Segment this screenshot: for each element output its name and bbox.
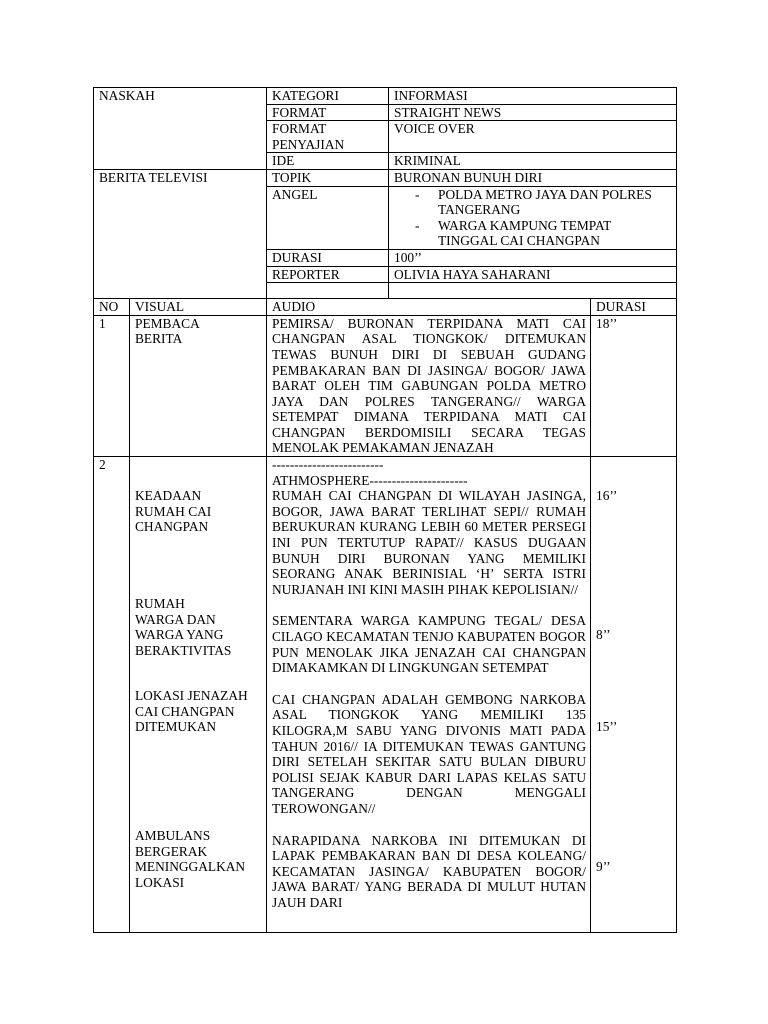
row-durasi: 18’’: [591, 315, 677, 456]
column-header-audio: AUDIO: [267, 299, 591, 316]
durasi-segment: 9’’: [596, 859, 611, 875]
ide-label: IDE: [267, 153, 389, 170]
angel-list: [394, 187, 672, 249]
row-no: 1: [94, 315, 130, 456]
format-value: STRAIGHT NEWS: [389, 104, 677, 121]
script-table: [93, 87, 677, 933]
kategori-label: KATEGORI: [267, 88, 389, 105]
empty-cell: [389, 283, 677, 299]
separator-line: -------------------------: [272, 457, 384, 473]
audio-segment: RUMAH CAI CHANGPAN DI WILAYAH JASINGA, BOGOR, JAWA BARAT TERLIHAT SEPI// RUMAH BERUKURAN KURANG LEBIH 60 METER PERSEGI INI PUN TERTUTUP RAPAT// KASUS DUGAAN BUNUH DIRI BURONAN YANG MEMILIKI SEORANG ANAK BERINISIAL ‘H’ SERTA ISTRI NURJANAH INI KINI MASIH PIHAK KEPOLISIAN//: [272, 488, 586, 597]
topik-value: BURONAN BUNUH DIRI: [389, 169, 677, 186]
visual-segment: KEADAAN RUMAH CAI CHANGPAN: [135, 488, 212, 535]
angel-item: - POLDA METRO JAYA DAN POLRES TANGERANG: [415, 186, 652, 218]
format-label: FORMAT: [267, 104, 389, 121]
durasi-value: 100’’: [389, 249, 677, 266]
row-audio: PEMIRSA/ BURONAN TERPIDANA MATI CAI CHANGPAN ASAL TIONGKOK/ DITEMUKAN TEWAS BUNUH DIRI DI SEBUAH GUDANG PEMBAKARAN BAN DI JASINGA/ BOGOR/ JAWA BARAT OLEH TIM GABUNGAN POLDA METRO JAYA DAN POLRES TANGERANG// WARGA SETEMPAT DIMANA TERPIDANA MATI CAI CHANGPAN BERDOMISILI SECARA TEGAS MENOLAK PEMAKAMAN JENAZAH: [267, 315, 591, 456]
row-no: 2: [94, 457, 130, 933]
naskah-cell: [94, 88, 267, 170]
audio-segment: NARAPIDANA NARKOBA INI DITEMUKAN DI LAPAK PEMBAKARAN BAN DI DESA KOLEANG/ KECAMATAN JASINGA/ KABUPATEN BOGOR/ JAWA BARAT/ YANG BERADA DI MULUT HUTAN JAUH DARI: [272, 832, 586, 910]
audio-segment: CAI CHANGPAN ADALAH GEMBONG NARKOBA ASAL TIONGKOK YANG MEMILIKI 135 KILOGRA,M SABU YANG DIVONIS MATI PADA TAHUN 2016// IA DITEMUKAN TEWAS GANTUNG DIRI SETELAH SEKITAR SATU BULAN DIBURU POLISI SEJAK KABUR DARI LAPAS KELAS SATU TANGERANG DENGAN MENGGALI TEROWONGAN//: [272, 691, 586, 816]
column-header-visual: VISUAL: [130, 299, 267, 316]
column-header-no: NO: [94, 299, 130, 316]
reporter-value: OLIVIA HAYA SAHARANI: [389, 266, 677, 283]
row-durasi: [591, 457, 677, 933]
angel-label: ANGEL: [267, 186, 389, 249]
column-header-durasi: DURASI: [591, 299, 677, 316]
naskah-label: NASKAH: [99, 88, 155, 103]
script-document: [93, 87, 676, 933]
program-cell: [94, 169, 267, 298]
row-audio: [267, 457, 591, 933]
format-penyajian-value: VOICE OVER: [389, 121, 677, 153]
row-visual: PEMBACA BERITA: [130, 315, 267, 456]
visual-segment: RUMAH WARGA DAN WARGA YANG BERAKTIVITAS: [135, 596, 232, 658]
ide-value: KRIMINAL: [389, 153, 677, 170]
program-name: BERITA TELEVISI: [99, 169, 208, 185]
durasi-label: DURASI: [267, 249, 389, 266]
row-visual: [130, 457, 267, 933]
topik-label: TOPIK: [267, 169, 389, 186]
angel-item: - WARGA KAMPUNG TEMPAT TINGGAL CAI CHANGPAN: [415, 217, 612, 249]
visual-segment: LOKASI JENAZAH CAI CHANGPAN DITEMUKAN: [135, 688, 248, 735]
column-header-row: [94, 299, 677, 316]
angel-value: [389, 186, 677, 249]
empty-cell: [267, 283, 389, 299]
reporter-label: REPORTER: [267, 266, 389, 283]
table-row: [94, 315, 677, 456]
visual-segment: AMBULANS BERGERAK MENINGGALKAN LOKASI: [135, 828, 246, 890]
table-row: [94, 457, 677, 933]
durasi-segment: 15’’: [596, 719, 618, 735]
format-penyajian-label: FORMAT PENYAJIAN: [267, 121, 389, 153]
durasi-segment: 8’’: [596, 627, 611, 643]
audio-segment: SEMENTARA WARGA KAMPUNG TEGAL/ DESA CILAGO KECAMATAN TENJO KABUPATEN BOGOR PUN MENOLAK JIKA JENAZAH CAI CHANGPAN DIMAKAMKAN DI LINGKUNGAN SETEMPAT: [272, 613, 586, 676]
durasi-segment: 16’’: [596, 488, 618, 504]
kategori-value: INFORMASI: [389, 88, 677, 105]
athmosphere-line: ATHMOSPHERE----------------------: [272, 472, 468, 488]
